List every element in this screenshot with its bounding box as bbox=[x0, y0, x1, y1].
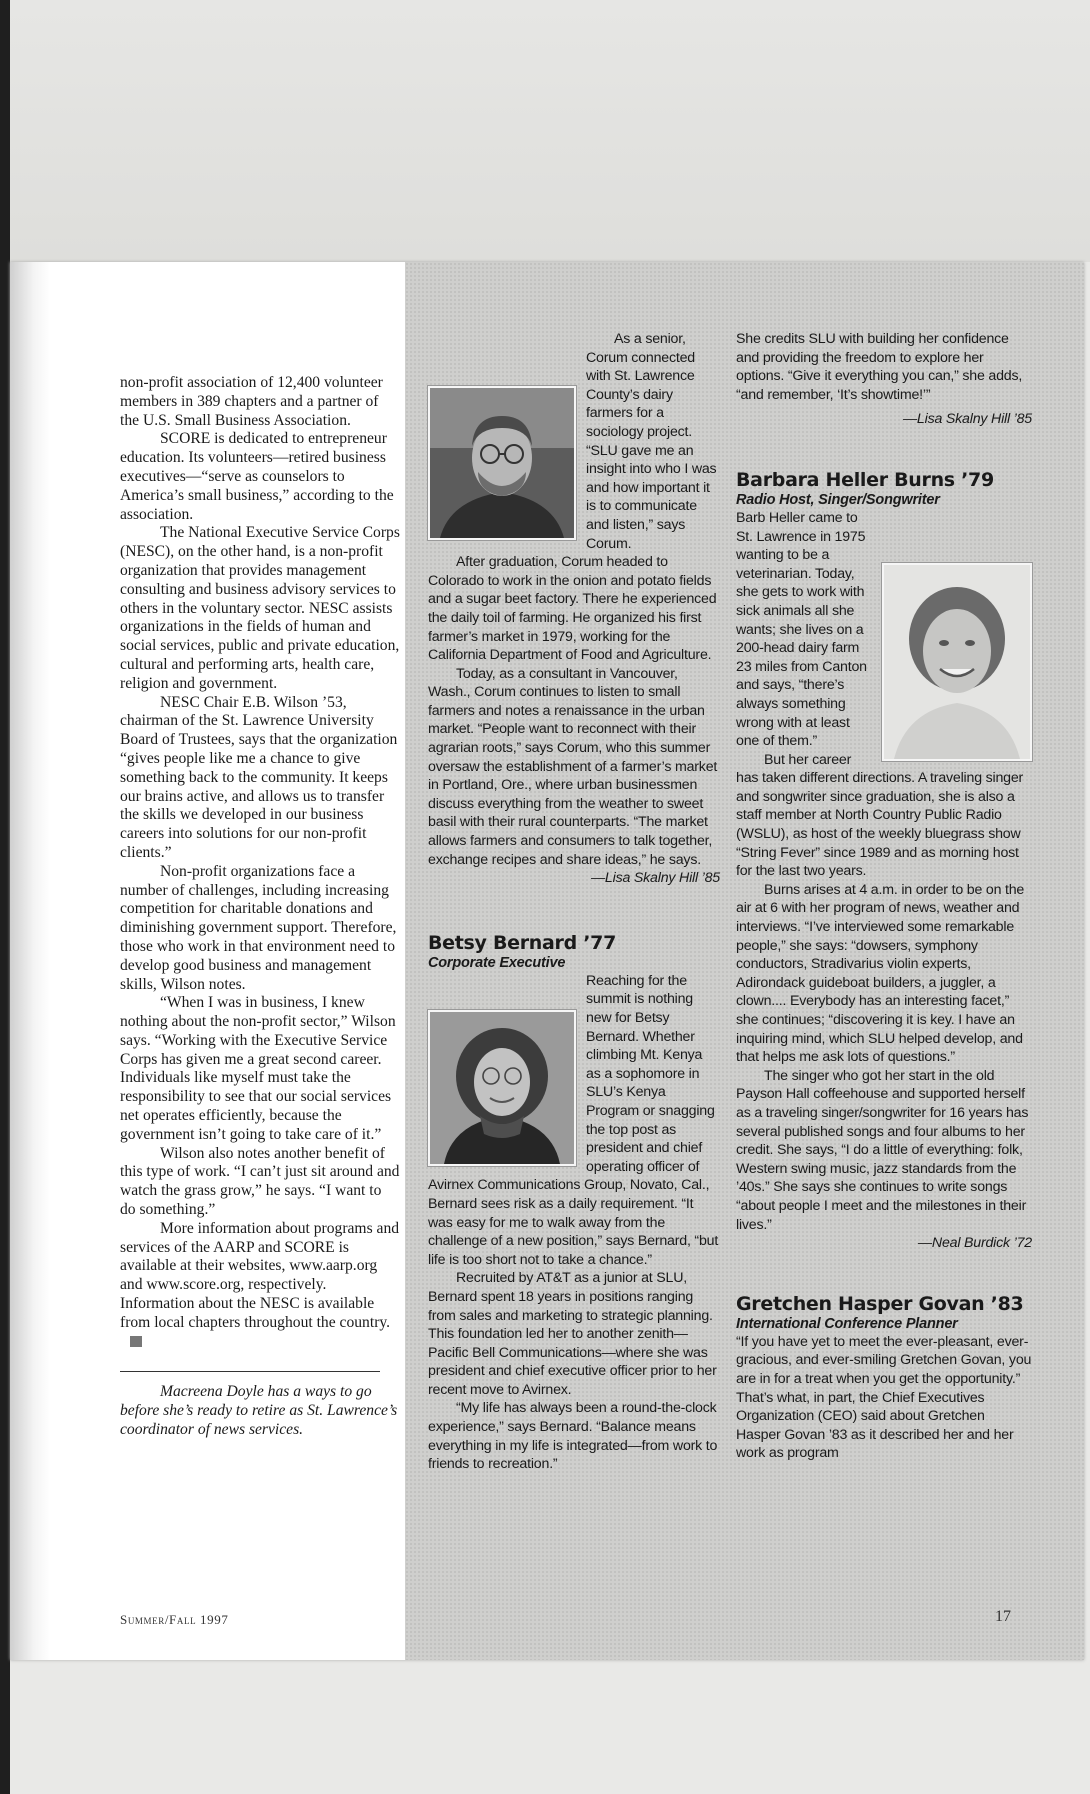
profile-role: International Conference Planner bbox=[736, 1315, 958, 1332]
barbara-signature: —Neal Burdick ’72 bbox=[917, 1235, 1032, 1252]
profile-gretchen-hasper-govan bbox=[736, 1293, 1032, 1463]
profile-role: Corporate Executive bbox=[428, 954, 566, 971]
barbara-paragraph: But her career has taken different directions. A traveling singer and songwriter since graduation, she is also a staff member at North Country Public Radio (WSLU), as host of the weekly bluegrass show “String Fever” since 1989 and as morning host for the last two years. bbox=[736, 751, 1024, 880]
profile-continued bbox=[736, 330, 1032, 429]
divider bbox=[120, 1371, 380, 1372]
page-number: 17 bbox=[995, 1608, 1011, 1625]
author-note: Macreena Doyle has a ways to go before she’s ready to retire as St. Lawrence’s coordinator of news services. bbox=[120, 1383, 398, 1439]
corum-photo bbox=[428, 386, 576, 540]
article-paragraph: NESC Chair E.B. Wilson ’53, chairman of the St. Lawrence University Board of Trustees, says that the organization “gives people like me a chance to give something back to the community. It keeps our brains active, and allows us to transfer the skills we developed in our business careers into solutions for our non-profit clients.” bbox=[120, 693, 398, 861]
barbara-photo bbox=[882, 563, 1032, 761]
continued-signature: —Lisa Skalny Hill ’85 bbox=[902, 411, 1032, 428]
article-paragraph-last bbox=[120, 1220, 400, 1352]
end-of-article-icon bbox=[130, 1336, 142, 1347]
barbara-paragraph: Burns arises at 4 a.m. in order to be on the air at 6 with her program of news, weather and interviews. “I’ve interviewed some remarkable people,” she says: “dowsers, symphony conductors, Stradivarius violin experts, Adirondack guideboat builders, a juggler, a clown.... Everybody has an interesting facet,” she continues; “discovering it is key. I have an inquiring mind, which SLU helped develop, and that helps me ask lots of questions.” bbox=[736, 881, 1025, 1066]
betsy-bernard-photo bbox=[428, 1010, 576, 1166]
article-paragraph: SCORE is dedicated to entrepreneur education. Its volunteers—retired business executives—“serve as counselors to America’s small business,” according to the association. bbox=[120, 430, 394, 523]
corum-paragraph: After graduation, Corum headed to Colorado to work in the onion and potato fields and a sugar beet factory. There he experienced the daily toil of farming. He organized his first farmer’s market in 1979, working for the California Department of Food and Agriculture. bbox=[428, 554, 717, 664]
article-paragraph: The National Executive Service Corps (NESC), on the other hand, is a non-profit organization that provides management consulting and business advisory services to others in the voluntary sector. NESC assists organizations in the fields of human and social services, public and private education, cultural and performing arts, health care, religion and government. bbox=[120, 524, 400, 692]
profile-corum bbox=[428, 330, 720, 888]
article-paragraph-text: More information about programs and services of the AARP and SCORE is available at their websites, www.aarp.org and www.score.org, respectively. Information about the NESC is available from local chapters throughout the country. bbox=[120, 1219, 400, 1331]
corum-paragraph: As a senior, Corum connected with St. Lawrence County’s dairy farmers for a sociology project. “SLU gave me an insight into who I was and how important it is to communicate and listen,” says Corum. bbox=[586, 331, 717, 552]
profiles-column-middle bbox=[428, 330, 720, 1474]
scan-background bbox=[10, 0, 1090, 262]
profile-barbara-heller-burns bbox=[736, 469, 1032, 1253]
article-paragraph: “When I was in business, I knew nothing about the non-profit sector,” Wilson says. “Working with the Executive Service Corps has given me a great second career. Individuals like myself must take the responsibility to see that our social services net operates efficiently, because the government isn’t going to take care of it.” bbox=[120, 994, 396, 1143]
magazine-page bbox=[10, 262, 1084, 1660]
barbara-paragraph: Barb Heller came to St. Lawrence in 1975 wanting to be a veterinarian. Today, she gets to work with sick animals all she wants; she lives on a 200-head dairy farm 23 miles from Canton and says, “there’s always something wrong with at least one of them.” bbox=[736, 509, 867, 750]
continued-paragraph: She credits SLU with building her confidence and providing the freedom to explore her options. “Give it everything you can,” she adds, “and remember, ‘It’s showtime!’” bbox=[736, 331, 1023, 403]
profile-role: Radio Host, Singer/Songwriter bbox=[736, 491, 940, 508]
article-paragraph: non-profit association of 12,400 volunteer members in 389 chapters and a partner of the U.S. Small Business Association. bbox=[120, 374, 383, 429]
betsy-paragraph: Recruited by AT&T as a junior at SLU, Bernard spent 18 years in positions ranging from sales and marketing to strategic planning. This foundation led her to another zenith—Pacific Bell Communications—where she was president and chief executive officer prior to her recent move to Avirnex. bbox=[428, 1270, 717, 1398]
barbara-paragraph: The singer who got her start in the old Payson Hall coffeehouse and supported herself as a traveling singer/songwriter for 16 years has several published songs and four albums to her credit. She says, “I do a little of everything: folk, Western swing music, jazz standards from the ’40s.” She says she continues to write songs “about people I meet and the milestones in their lives.” bbox=[736, 1067, 1029, 1233]
woman-portrait-icon bbox=[430, 1012, 574, 1164]
scan-border bbox=[0, 0, 10, 1794]
profiles-column-right bbox=[736, 330, 1032, 1463]
profile-betsy-bernard bbox=[428, 932, 720, 1474]
woman-portrait-icon bbox=[884, 565, 1030, 759]
issue-date-footer: Summer/Fall 1997 bbox=[120, 1612, 229, 1627]
profile-name: Gretchen Hasper Govan ’83 bbox=[736, 1292, 1024, 1315]
gretchen-paragraph: “If you have yet to meet the ever-pleasant, ever-gracious, and ever-smiling Gretchen Govan, you are in for a treat when you get the opportunity.” That’s what, in part, the Chief Executives Organization (CEO) said about Gretchen Hasper Govan ’83 as it described her and her work as program bbox=[736, 1333, 1032, 1462]
man-portrait-icon bbox=[430, 388, 574, 538]
betsy-paragraph: “My life has always been a round-the-clock experience,” says Bernard. “Balance means everything in my life is integrated—from work to friends to recreation.” bbox=[428, 1400, 718, 1473]
profile-name: Barbara Heller Burns ’79 bbox=[736, 468, 994, 491]
betsy-paragraph: Reaching for the summit is nothing new for Betsy Bernard. Whether climbing Mt. Kenya as a sophomore in SLU’s Kenya Program or snagging the top post as president and chief operating officer of Avirnex Communications Group, Novato, Cal., Bernard sees risk as a daily requirement. “It was easy for me to walk away from the challenge of a new position,” says Bernard, “but life is too short not to take a chance.” bbox=[428, 972, 719, 1268]
article-column-left bbox=[120, 374, 400, 1439]
article-paragraph: Non-profit organizations face a number of challenges, including increasing competition for charitable donations and diminishing government support. Therefore, those who work in that environment need to develop good business and management skills, Wilson notes. bbox=[120, 862, 397, 993]
article-paragraph: Wilson also notes another benefit of this type of work. “I can’t just sit around and watch the grass grow,” he says. “I want to do something.” bbox=[120, 1144, 400, 1219]
page-gutter-shadow bbox=[10, 262, 50, 1660]
corum-signature: —Lisa Skalny Hill ’85 bbox=[590, 870, 720, 887]
corum-paragraph: Today, as a consultant in Vancouver, Wash., Corum continues to listen to small farmers and notes a renaissance in the urban market. “People want to reconnect with their agrarian roots,” says Corum, who this summer oversaw the establishment of a farmer’s market in Portland, Ore., where urban businessmen discuss everything from the weather to sweet basil with their rural counterparts. “The market allows farmers and consumers to talk together, exchange recipes and share ideas,” he says. bbox=[428, 665, 718, 868]
profile-name: Betsy Bernard ’77 bbox=[428, 931, 616, 954]
